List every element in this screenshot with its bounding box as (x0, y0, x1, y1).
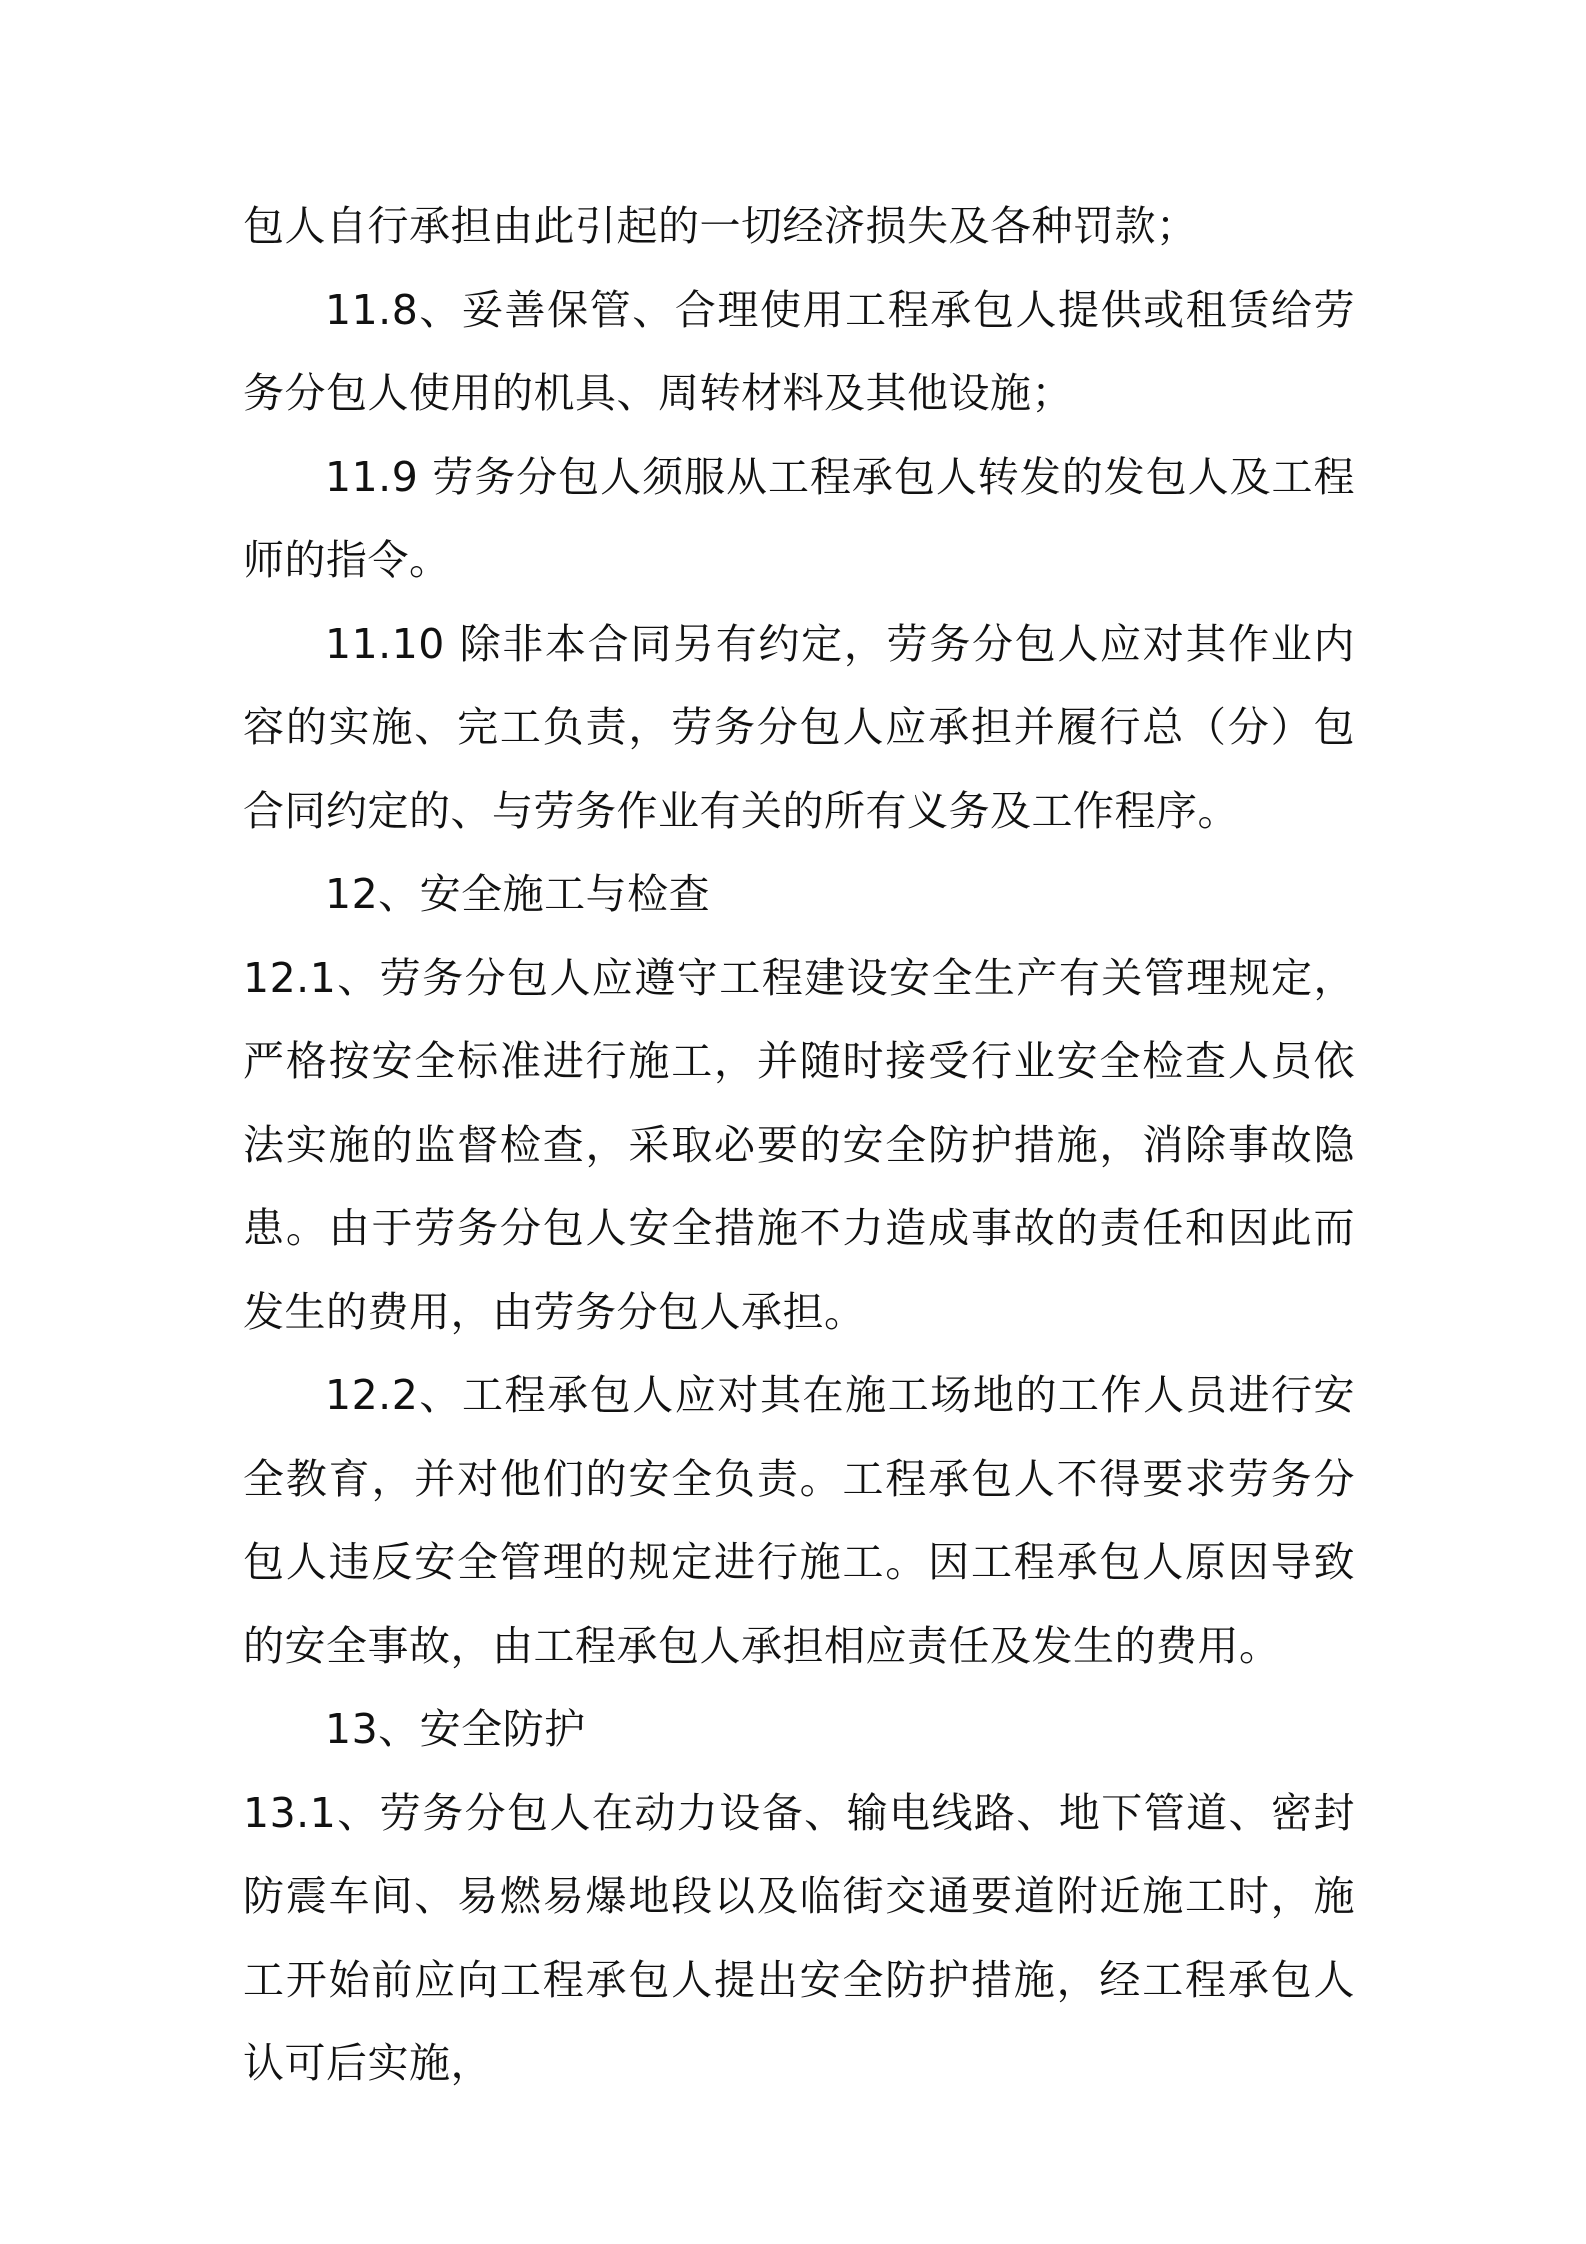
paragraph-clause-12-1: 12.1、劳务分包人应遵守工程建设安全生产有关管理规定，严格按安全标准进行施工，并随时接受行业安全检查人员依法实施的监督检查，采取必要的安全防护措施，消除事故隐患。由于劳务分包人安全措施不力造成事故的责任和因此而发生的费用，由劳务分包人承担。 (243, 953, 1355, 1336)
paragraph-clause-13-1: 13.1、劳务分包人在动力设备、输电线路、地下管道、密封防震车间、易燃易爆地段以及临街交通要道附近施工时，施工开始前应向工程承包人提出安全防护措施，经工程承包人认可后实施， (243, 1788, 1355, 2087)
document-body (243, 185, 1355, 2106)
paragraph-continuation: 包人自行承担由此引起的一切经济损失及各种罚款； (243, 202, 1198, 250)
paragraph-clause-11-8: 11.8、妥善保管、合理使用工程承包人提供或租赁给劳务分包人使用的机具、周转材料及其他设施； (243, 285, 1355, 417)
section-heading-13: 13、安全防护 (325, 1705, 586, 1753)
paragraph-clause-11-9: 11.9 劳务分包人须服从工程承包人转发的发包人及工程师的指令。 (243, 452, 1355, 584)
section-heading-12: 12、安全施工与检查 (325, 870, 711, 918)
paragraph-clause-12-2: 12.2、工程承包人应对其在施工场地的工作人员进行安全教育，并对他们的安全负责。工程承包人不得要求劳务分包人违反安全管理的规定进行施工。因工程承包人原因导致的安全事故，由工程承包人承担相应责任及发生的费用。 (243, 1371, 1355, 1670)
paragraph-clause-11-10: 11.10 除非本合同另有约定，劳务分包人应对其作业内容的实施、完工负责，劳务分包人应承担并履行总（分）包合同约定的、与劳务作业有关的所有义务及工作程序。 (243, 619, 1355, 835)
